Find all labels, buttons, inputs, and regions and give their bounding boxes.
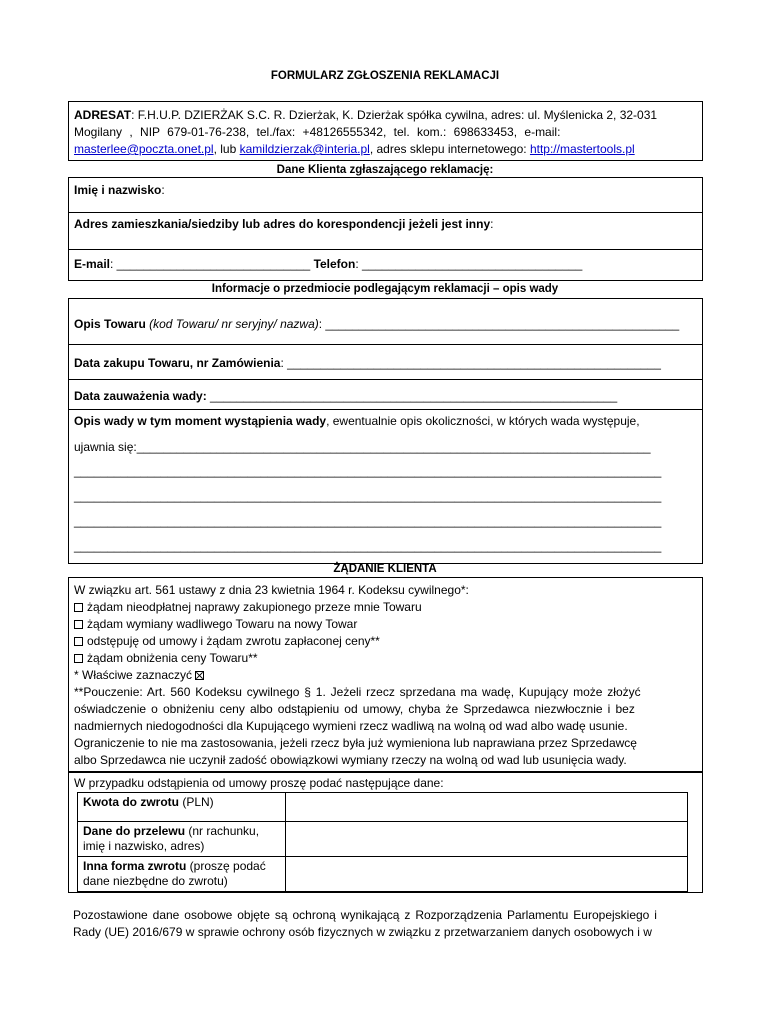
product-box (68, 298, 703, 564)
defect-label: Opis wady w tym moment wystąpienia wady (74, 414, 327, 428)
email-label: E-mail (74, 257, 111, 271)
refund-table (77, 792, 688, 892)
option-label: żądam nieodpłatnej naprawy zakupionego przeze mnie Towaru (87, 600, 422, 614)
divider (69, 379, 702, 380)
checkbox-icon[interactable] (74, 654, 83, 663)
email-blank: : _____________________________ (110, 257, 314, 271)
product-description-field[interactable] (74, 317, 679, 331)
purchase-date-field[interactable] (74, 356, 661, 370)
demand-box (68, 577, 703, 772)
notice-line: oświadczenie o obniżeniu ceny albo odstąpieniu od umowy, chyba że Sprzedawca niezwłocznie i bez (74, 702, 635, 716)
divider (69, 212, 702, 213)
defect-line-2[interactable]: ujawnia się:_____________________________________________________________________________ (74, 440, 651, 454)
email-link-2[interactable]: kamildzierzak@interia.pl (239, 142, 370, 156)
defect-rest: , ewentualnie opis okoliczności, w których wada występuje, (326, 414, 640, 428)
defect-date-field[interactable] (74, 389, 617, 403)
purchase-label: Data zakupu Towaru, nr Zamówienia (74, 356, 281, 370)
divider (69, 249, 702, 250)
row-hint-line2: dane niezbędne do zwrotu) (83, 874, 228, 888)
divider (69, 344, 702, 345)
name-field[interactable] (74, 183, 165, 197)
client-data-box (68, 177, 703, 281)
refund-amount-input[interactable] (286, 793, 688, 822)
noticed-label: Data zauważenia wady: (74, 389, 207, 403)
option-price-reduction[interactable] (74, 651, 258, 665)
notice-line: **Pouczenie: Art. 560 Kodeksu cywilnego § 1. Jeżeli rzecz sprzedana ma wadę, Kupujący może złożyć (74, 685, 641, 699)
row-hint: (PLN) (179, 795, 214, 809)
phone-blank: : _________________________________ (355, 257, 583, 271)
refund-amount-label (78, 793, 286, 822)
addressee-box (68, 101, 703, 161)
demand-intro: W związku art. 561 ustawy z dnia 23 kwietnia 1964 r. Kodeksu cywilnego*: (74, 583, 469, 597)
defect-blank-line[interactable]: ________________________________________________________________________________________ (74, 514, 662, 528)
notice-line: Ograniczenie to nie ma zastosowania, jeżeli rzecz była już wymieniona lub naprawiana przez Sprzedawcę (74, 736, 637, 750)
addressee-sep: , lub (213, 142, 240, 156)
name-label: Imię i nazwisko (74, 183, 162, 197)
demand-section-heading: ŻĄDANIE KLIENTA (333, 563, 437, 575)
mark-note-text: * Właściwe zaznaczyć (74, 668, 193, 682)
product-blank: : _____________________________________________________ (318, 317, 680, 331)
defect-blank-line[interactable]: ________________________________________________________________________________________ (74, 539, 662, 553)
defect-blank-line[interactable]: ________________________________________________________________________________________ (74, 489, 662, 503)
option-label: żądam wymiany wadliwego Towaru na nowy Towar (87, 617, 358, 631)
addressee-sep2: , adres sklepu internetowego: (369, 142, 530, 156)
shop-url-link[interactable]: http://mastertools.pl (529, 142, 635, 156)
transfer-data-input[interactable] (286, 822, 688, 857)
purchase-blank: : ________________________________________________________ (280, 356, 661, 370)
other-refund-label (78, 857, 286, 892)
phone-label: Telefon (313, 257, 356, 271)
addressee-line2: Mogilany , NIP 679-01-76-238, tel./fax: +48126555342, tel. kom.: 698633453, e-mail: (74, 125, 561, 139)
address-colon: : (490, 217, 494, 231)
notice-line: nadmiernych niedogodności dla Kupującego wymieni rzecz wadliwą na wolną od wad albo wadę usunie. (74, 719, 628, 733)
product-hint: (kod Towaru/ nr seryjny/ nazwa) (145, 317, 319, 331)
transfer-data-label (78, 822, 286, 857)
withdrawal-intro: W przypadku odstąpienia od umowy proszę podać następujące dane: (74, 776, 444, 790)
addressee-label: ADRESAT (74, 108, 132, 122)
option-label: odstępuję od umowy i żądam zwrotu zapłaconej ceny** (87, 634, 380, 648)
address-field[interactable] (74, 217, 493, 231)
checkbox-icon[interactable] (74, 620, 83, 629)
option-repair[interactable] (74, 600, 422, 614)
row-hint-line2: imię i nazwisko, adres) (83, 839, 205, 853)
form-title: FORMULARZ ZGŁOSZENIA REKLAMACJI (270, 70, 500, 82)
mark-note (74, 668, 208, 682)
email-phone-row[interactable] (74, 257, 582, 271)
product-label: Opis Towaru (74, 317, 146, 331)
addressee-line1: : F.H.U.P. DZIERŻAK S.C. R. Dzierżak, K. Dzierżak spółka cywilna, adres: ul. Myślenicka 2, 32-031 (131, 108, 658, 122)
footer-line: Pozostawione dane osobowe objęte są ochroną wynikającą z Rozporządzenia Parlamentu Europejskiego i (73, 908, 657, 922)
table-row (78, 857, 688, 892)
option-withdraw[interactable] (74, 634, 380, 648)
defect-blank-line[interactable]: ________________________________________________________________________________________ (74, 464, 662, 478)
row-hint: (nr rachunku, (185, 824, 260, 838)
row-bold-label: Inna forma zwrotu (83, 859, 187, 873)
footer-line: Rady (UE) 2016/679 w sprawie ochrony osób fizycznych w związku z przetwarzaniem danych osobowych i w (73, 925, 652, 939)
other-refund-input[interactable] (286, 857, 688, 892)
defect-description-field[interactable] (74, 414, 640, 428)
notice-line: albo Sprzedawca nie uczynił zadość obowiązkowi wymiany rzeczy na wolną od wad lub usunięcia wady. (74, 753, 627, 767)
divider (69, 409, 702, 410)
option-label: żądam obniżenia ceny Towaru** (87, 651, 258, 665)
noticed-blank: _____________________________________________________________ (206, 389, 618, 403)
client-section-heading: Dane Klienta zgłaszającego reklamację: (276, 164, 494, 176)
table-row (78, 822, 688, 857)
email-link-1[interactable]: masterlee@poczta.onet.pl (74, 142, 214, 156)
name-colon: : (161, 183, 165, 197)
checked-box-icon (195, 671, 204, 680)
checkbox-icon[interactable] (74, 637, 83, 646)
product-section-heading: Informacje o przedmiocie podlegającym reklamacji – opis wady (211, 283, 559, 295)
option-exchange[interactable] (74, 617, 357, 631)
table-row (78, 793, 688, 822)
row-hint: (proszę podać (186, 859, 266, 873)
row-bold-label: Dane do przelewu (83, 824, 186, 838)
checkbox-icon[interactable] (74, 603, 83, 612)
row-bold-label: Kwota do zwrotu (83, 795, 179, 809)
address-label: Adres zamieszkania/siedziby lub adres do korespondencji jeżeli jest inny (74, 217, 491, 231)
